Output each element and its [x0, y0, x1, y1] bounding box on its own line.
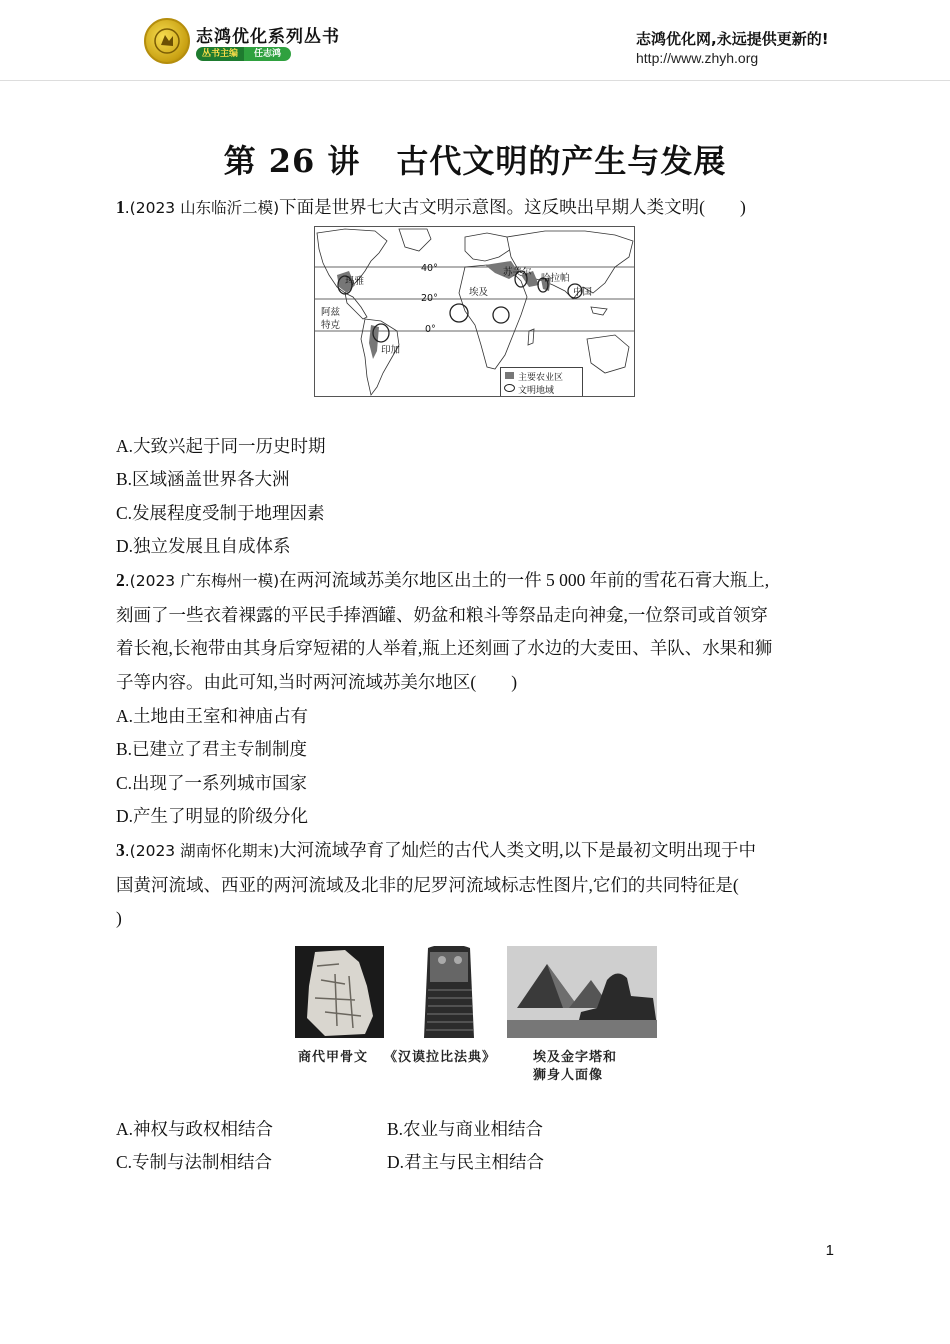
hammurabi-code-image	[414, 946, 484, 1038]
caption-hammurabi: 《汉谟拉比法典》	[384, 1050, 497, 1065]
legend-swatch-farm	[505, 372, 514, 379]
legend-oval-icon	[504, 384, 515, 392]
map-lat-20: 20°	[421, 293, 438, 304]
q2-option-d[interactable]: D.产生了明显的阶级分化	[116, 806, 309, 826]
question-1-stem: 1.(2023 山东临沂二模)下面是世界七大古文明示意图。这反映出早期人类文明( )	[116, 197, 746, 217]
q2-option-a[interactable]: A.土地由王室和神庙占有	[116, 706, 309, 726]
q1-option-b[interactable]: B.区域涵盖世界各大洲	[116, 469, 290, 489]
legend-civ-label: 文明地域	[518, 386, 555, 396]
lesson-topic: 古代文明的产生与发展	[396, 142, 727, 180]
question-2-stem: 2.(2023 广东梅州一模)在两河流域苏美尔地区出土的一件 5 000 年前的雪花石膏大瓶上, 刻画了一些衣着裸露的平民手捧酒罐、奶盆和粮斗等祭品走向神龛,一位祭司或首领穿 着长袍,长袍带由其身后穿短裙的人举着,瓶上还刻画了水边的大麦田、羊队、水果和狮 子等内容。由此可知,当时两河流域苏美尔地区( )	[116, 570, 773, 692]
q1-option-c[interactable]: C.发展程度受制于地理因素	[116, 503, 325, 523]
editor-name: 任志鸿	[244, 47, 291, 61]
page-title	[0, 136, 950, 182]
map-label-egypt: 埃及	[469, 287, 489, 298]
pyramid-sphinx-image	[507, 946, 657, 1038]
q1-option-d[interactable]: D.独立发展且自成体系	[116, 536, 291, 556]
legend-farm-label: 主要农业区	[518, 373, 564, 383]
question-3-source: .(2023 湖南怀化期末)	[124, 842, 280, 860]
editor-label: 丛书主编	[196, 47, 244, 61]
caption-egypt-line2: 狮身人面像	[533, 1068, 604, 1083]
series-title: 志鸿优化系列丛书	[196, 27, 340, 47]
header-slogan: 志鸿优化网,永远提供更新的!	[636, 30, 829, 48]
world-civilizations-map	[314, 226, 635, 397]
map-label-harappa: 哈拉帕	[541, 273, 570, 284]
map-label-inca: 印加	[381, 345, 401, 356]
caption-oracle-bone: 商代甲骨文	[298, 1050, 369, 1065]
editor-badge	[196, 47, 291, 61]
header-url[interactable]: http://www.zhyh.org	[636, 50, 759, 66]
q2-option-c[interactable]: C.出现了一系列城市国家	[116, 773, 308, 793]
header-divider	[0, 80, 950, 81]
q3-option-b[interactable]: B.农业与商业相结合	[387, 1119, 544, 1139]
map-lat-40: 40°	[421, 263, 438, 274]
map-label-aztec-1: 阿兹	[321, 307, 341, 318]
q3-option-a[interactable]: A.神权与政权相结合	[116, 1119, 274, 1139]
publisher-logo	[144, 18, 190, 64]
q2-option-b[interactable]: B.已建立了君主专制制度	[116, 739, 308, 759]
seal-emblem-icon	[153, 27, 181, 55]
question-3-stem: 3.(2023 湖南怀化期末)大河流域孕育了灿烂的古代人类文明,以下是最初文明出现于中 国黄河流域、西亚的两河流域及北非的尼罗河流域标志性图片,它们的共同特征是( )	[116, 840, 757, 928]
question-1-source: .(2023 山东临沂二模)	[124, 199, 280, 217]
oracle-bone-image	[295, 946, 384, 1038]
map-label-china: 中国	[573, 287, 593, 298]
page-number: 1	[825, 1242, 834, 1259]
caption-egypt-line1: 埃及金字塔和	[533, 1050, 618, 1065]
map-legend	[500, 367, 583, 397]
map-lat-0: 0°	[425, 324, 436, 335]
q1-option-a[interactable]: A.大致兴起于同一历史时期	[116, 436, 326, 456]
map-label-sumer: 苏美尔	[503, 267, 532, 278]
question-2-source: .(2023 广东梅州一模)	[124, 572, 280, 590]
lesson-number: 第 26 讲	[223, 142, 361, 180]
q3-option-d[interactable]: D.君主与民主相结合	[387, 1152, 545, 1172]
map-label-maya: 玛雅	[345, 276, 365, 287]
q3-option-c[interactable]: C.专制与法制相结合	[116, 1152, 273, 1172]
map-label-aztec-2: 特克	[321, 320, 341, 331]
world-map-drawing	[315, 227, 635, 397]
